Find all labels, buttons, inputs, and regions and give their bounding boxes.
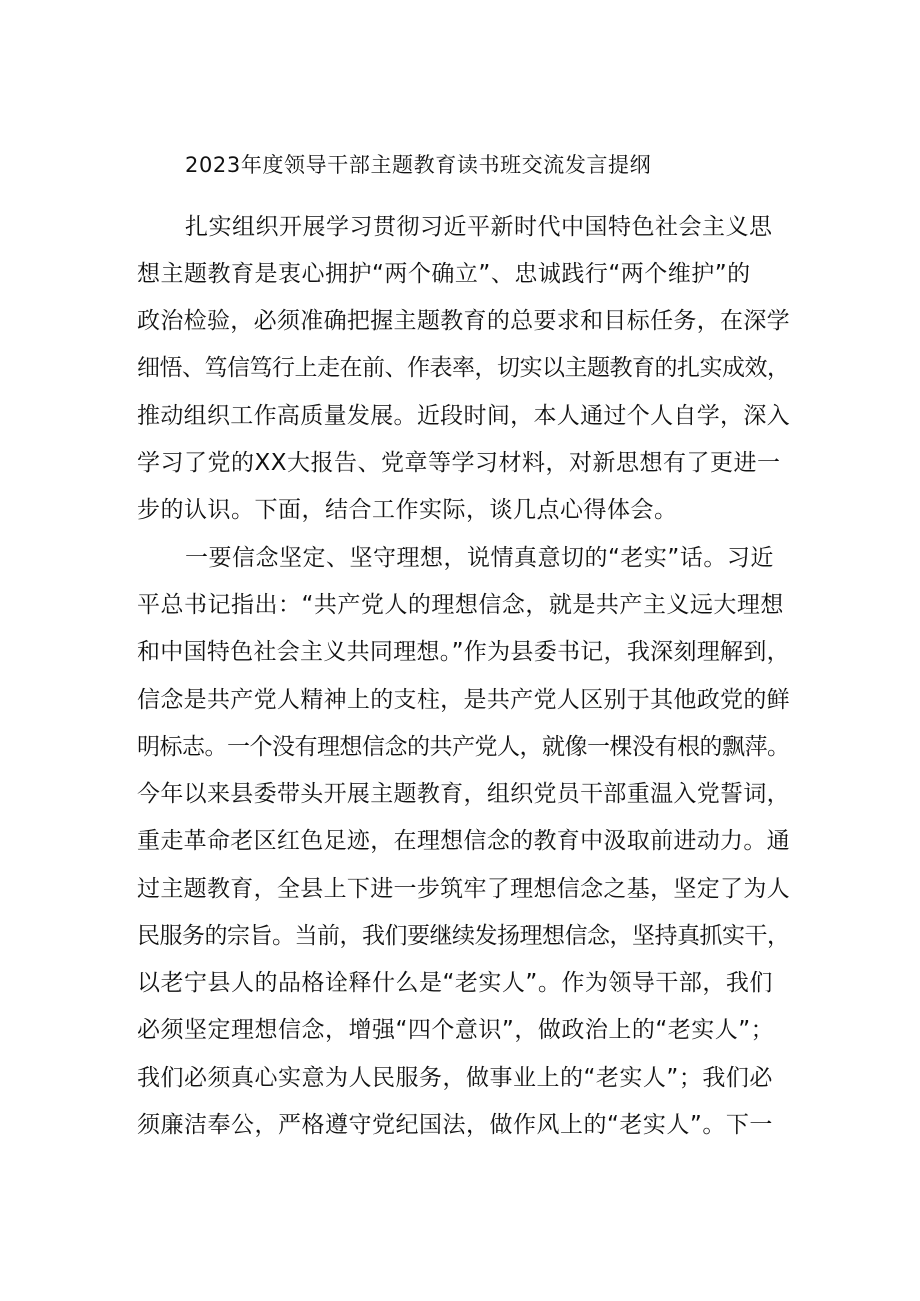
paragraph-2-line-9: 民服务的宗旨。当前，我们要继续发扬理想信念，坚持真抓实干， xyxy=(137,923,790,949)
paragraph-1-line-3: 政治检验，必须准确把握主题教育的总要求和目标任务，在深学 xyxy=(137,308,790,334)
paragraph-2-line-1: 一要信念坚定、坚守理想，说情真意切的“老实”话。习近 xyxy=(185,545,774,571)
paragraph-2-line-4: 信念是共产党人精神上的支柱，是共产党人区别于其他政党的鲜 xyxy=(137,687,790,713)
paragraph-1-line-5: 推动组织工作高质量发展。近段时间，本人通过个人自学，深入 xyxy=(137,403,790,429)
paragraph-1-line-7: 步的认识。下面，结合工作实际，谈几点心得体会。 xyxy=(137,497,678,523)
paragraph-1-line-6: 学习了党的XX大报告、党章等学习材料，对新思想有了更进一 xyxy=(137,450,781,476)
paragraph-2-line-13: 须廉洁奉公，严格遵守党纪国法，做作风上的“老实人”。下一 xyxy=(137,1112,773,1138)
document-title: 2023年度领导干部主题教育读书班交流发言提纲 xyxy=(185,153,652,177)
paragraph-1-line-4: 细悟、笃信笃行上走在前、作表率，切实以主题教育的扎实成效， xyxy=(137,355,790,381)
paragraph-2-line-8: 过主题教育，全县上下进一步筑牢了理想信念之基，坚定了为人 xyxy=(137,876,790,902)
paragraph-2-line-10: 以老宁县人的品格诠释什么是“老实人”。作为领导干部，我们 xyxy=(137,970,773,996)
paragraph-1-line-1: 扎实组织开展学习贯彻习近平新时代中国特色社会主义思 xyxy=(185,214,773,240)
paragraph-2-line-3: 和中国特色社会主义共同理想。”作为县委书记，我深刻理解到， xyxy=(137,639,790,665)
paragraph-2-line-7: 重走革命老区红色足迹，在理想信念的教育中汲取前进动力。通 xyxy=(137,828,790,854)
paragraph-1-line-2: 想主题教育是衷心拥护“两个确立”、忠诚践行“两个维护”的 xyxy=(137,261,751,287)
paragraph-2-line-11: 必须坚定理想信念，增强“四个意识”，做政治上的“老实人”； xyxy=(137,1017,775,1043)
paragraph-2-line-5: 明标志。一个没有理想信念的共产党人，就像一棵没有根的飘萍。 xyxy=(137,734,790,760)
paragraph-2-line-2: 平总书记指出：“共产党人的理想信念，就是共产主义远大理想 xyxy=(137,592,784,618)
paragraph-2-line-6: 今年以来县委带头开展主题教育，组织党员干部重温入党誓词， xyxy=(137,781,790,807)
paragraph-2-line-12: 我们必须真心实意为人民服务，做事业上的“老实人”；我们必 xyxy=(137,1065,773,1091)
